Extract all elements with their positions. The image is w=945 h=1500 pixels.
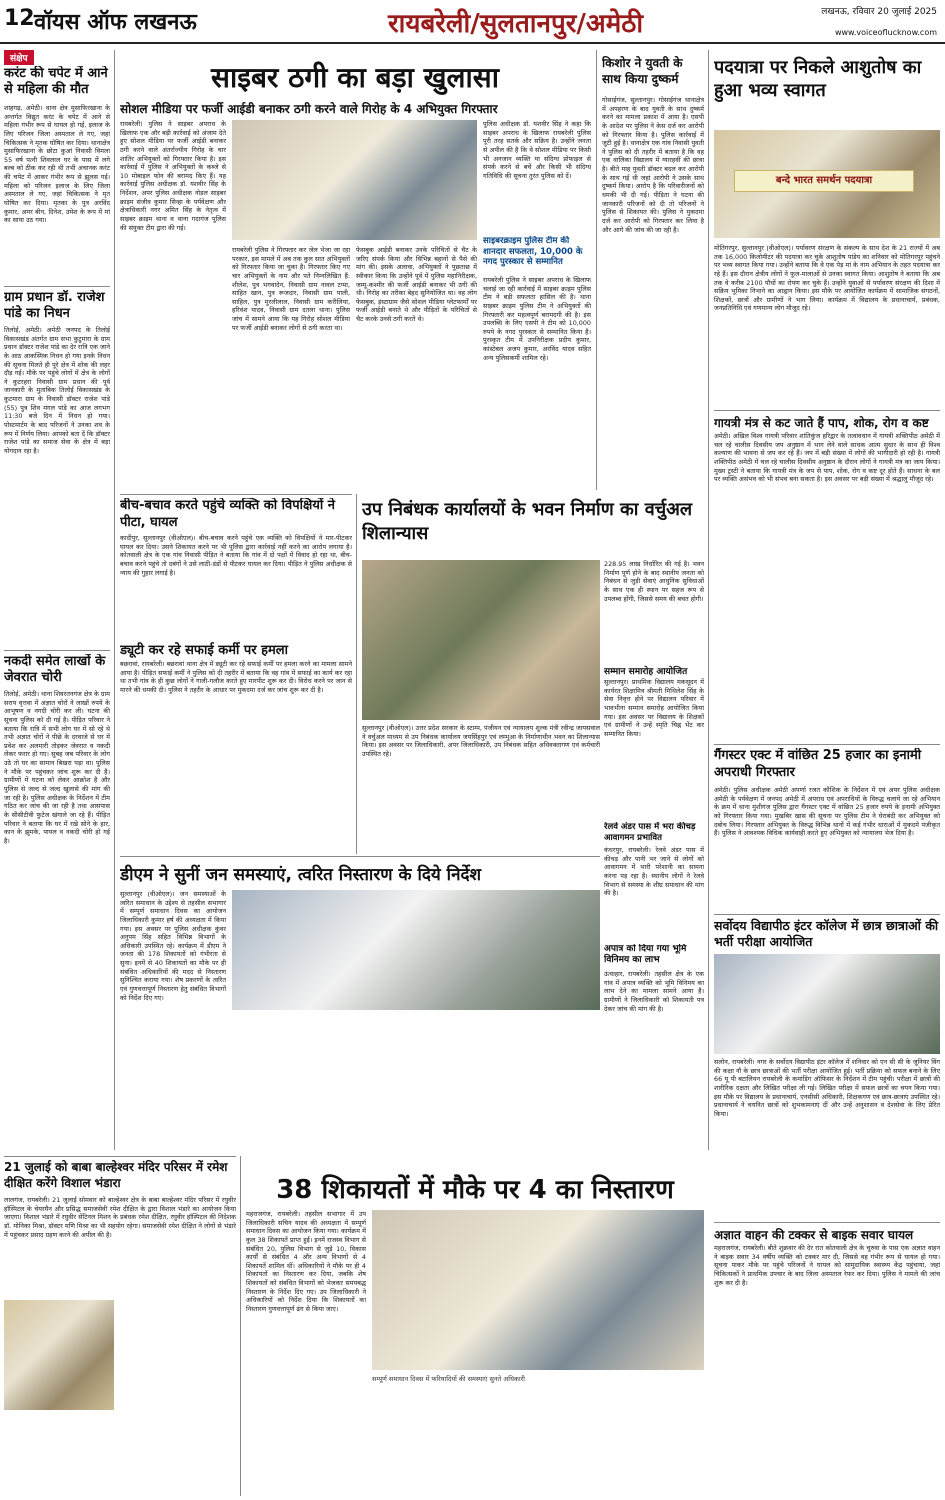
story-chori: तिलोई, अमेठी। थाना शिवरतनगंज क्षेत्र के ग्राम सराय वृत्तवा में अज्ञात चोरों ने लाखों रुपये के आभूषण व नगदी चोरी कर ली। घटना की सूचना पुलिस को दी गई है। पीड़ित परिवार ने बताया कि रात्रि में सभी लोग घर में सो रहे थे तभी अज्ञात चोरों ने पीछे के दरवाजे से घर में प्रवेश कर अलमारी तोड़कर जेवरात व नकदी लेकर फरार हो गए। सुबह जब परिवार के लोग उठे तो घर का सामान बिखरा पड़ा था। पुलिस ने मौके पर पहुंचकर जांच शुरू कर दी है। ग्रामीणों में घटना को लेकर आक्रोश है और पुलिस से जल्द से जल्द खुलासे की मांग की जा रही है। पुलिस अधीक्षक के निर्देशन में टीम गठित कर जांच की जा रही है तथा आसपास के सीसीटीवी फुटेज खंगाले जा रहे हैं। पीड़ित परिवार ने बताया कि घर में रखे सोने के हार, कान के झुमके, पायल व नकदी चोरी हो गई है। bbox=[4, 690, 110, 845]
section-title: रायबरेली/सुलतानपुर/अमेठी bbox=[388, 9, 644, 39]
sankshep-label: संक्षेप bbox=[4, 50, 34, 65]
paper-name: वॉयस ऑफ लखनऊ bbox=[34, 10, 197, 35]
subhead-cyber: सोशल मीडिया पर फर्जी आईडी बनाकर ठगी करने वाले गिरोह के 4 अभियुक्त गिरफ्तार bbox=[120, 102, 498, 116]
story-cyber-3: फेसबुक आईडी बनाकर उनके परिचितों से चैट के जरिए संपर्क किया और विभिन्न बहानों से पैसे की मांग की। इसके अलावा, अभियुक्तों ने पूछताछ में स्वीकार किया कि उन्होंने पूर्व में पुलिस महानिरीक्षक, जम्मू-कश्मीर की फर्जी आईडी बनाकर भी ठगी की थी। गिरोह का तरीका बेहद सुनियोजित था। वह लोग फेसबुक, इंस्टाग्राम जैसे सोशल मीडिया प्लेटफार्मों पर फर्जी आईडी बनाते थे और पीड़ितों के परिचितों से चैट करके उनसे ठगी करते थे। bbox=[356, 246, 477, 324]
story-upnibandhak-2: 228.95 लाख निर्धारित की गई है। भवन निर्माण पूर्ण होने के बाद स्थानीय जनता को निबंधन से जुड़ी सेवाएं आधुनिक सुविधाओं के साथ एक ही स्थान पर सहज रूप से उपलब्ध होंगी, जिससे समय की बचत होगी। bbox=[604, 560, 704, 603]
story-samman: सुल्तानपुर। प्राथमिक विद्यालय मकसूदन में कार्यरत शिक्षामित्र श्रीमती मिथिलेश सिंह के सेवा निवृत्त होने पर विद्यालय परिवार में भावभीना सम्मान समारोह आयोजित किया गया। इस अवसर पर विद्यालय के शिक्षकों एवं ग्रामीणों ने उन्हें स्मृति चिह्न भेंट कर सम्मानित किया। bbox=[604, 678, 704, 738]
police-photo bbox=[232, 120, 477, 240]
story-karant: शाहगढ़, अमेठी। थाना क्षेत्र मुसाफिरखाना के अन्तर्गत विद्युत करंट के चपेट में आने से महिला गंभीर रूप से घायल हो गई, इलाज के लिए परिजन जिला अस्पताल ले गए, जहां चिकित्सक ने मृतक घोषित कर दिया। थानाक्षेत्र मुसाफिरखाना के छोटा कुआं निवासी विमला 55 वर्ष पत्नी शिवलाल घर के पास में लगे बल्ब को ठीक कर रही थी तभी अचानक करंट की चपेट में आकर गंभीर रूप से झुलस गई। महिला को परिजन इलाज के लिए जिला अस्पताल ले गए, जहां चिकित्सक ने मृत घोषित कर दिया। मृतका के पुत्र अरविंद कुमार, अमर बीन, दिनेश, उमेश के रूप में मां का साया उठ गया। bbox=[4, 104, 110, 225]
story-underpass: कंधरपुर, रायबरेली। रेलवे अंडर पास में कीचड़ और पानी भर जाने से लोगों को आवागमन में भारी परेशानी का सामना करना पड़ रहा है। स्थानीय लोगों ने रेलवे विभाग से समस्या के शीघ्र समाधान की मांग की है। bbox=[604, 846, 704, 898]
story-padyatra: मोतिगरपुर, सुल्तानपुर (वीओएल)। पर्यावरण संरक्षण के संकल्प के साथ देश के 21 राज्यों में अब तक 16,000 किलोमीटर की पदयात्रा कर चुके आशुतोष पांडेय का शनिवार को मोतिगरपुर पहुंचने पर भव्य स्वागत किया गया। उन्होंने बताया कि वे एक पेड़ मां के नाम अभियान के तहत पदयात्रा कर रहे हैं। इस दौरान क्षेत्रीय लोगों ने फूल-मालाओं से उनका स्वागत किया। आशुतोष ने बताया कि अब तक वे करीब 2100 पौधों का रोपण कर चुके हैं। उन्होंने युवाओं से पर्यावरण संरक्षण की दिशा में सक्रिय भूमिका निभाने का आह्वान किया। इस मौके पर आयोजित कार्यक्रम में सामाजिक संगठनों, शिक्षकों, छात्रों और ग्रामीणों ने भाग लिया। कार्यक्रम में विद्यालय के प्रधानाचार्य, प्रबंधक, जनप्रतिनिधि एवं गणमान्य लोग मौजूद रहे। bbox=[714, 244, 940, 313]
headline-sarvoday: सर्वोदय विद्यापीठ इंटर कॉलेज में छात्र छात्राओं की भर्ती परीक्षा आयोजित bbox=[714, 918, 939, 950]
samadhan-photo bbox=[372, 1210, 704, 1370]
headline-bachav: बीच-बचाव करते पहुंचे व्यक्ति को विपक्षियों ने पीटा, घायल bbox=[120, 498, 335, 530]
story-gangster: अमेठी। पुलिस अधीक्षक अमेठी अपर्णा रजत कौशिक के निर्देशन में एवं अपर पुलिस अधीक्षक अमेठी के पर्यवेक्षण में जनपद अमेठी में अपराध एवं अपराधियों के विरुद्ध चलाये जा रहे अभियान के क्रम में थाना मुंशीगंज पुलिस द्वारा गैंगस्टर एक्ट में वांछित 25 हजार रुपये के इनामी अभियुक्त को गिरफ्तार किया गया। मुखबिर खास की सूचना पर पुलिस टीम ने घेराबंदी कर अभियुक्त को दबोच लिया। गिरफ्तार अभियुक्त के विरुद्ध विभिन्न थानों में कई गंभीर धाराओं में मुकदमे पंजीकृत हैं। पुलिस ने आवश्यक विधिक कार्यवाही करते हुए अभियुक्त को न्यायालय भेज दिया है। bbox=[714, 786, 940, 838]
page-number: 12 bbox=[4, 6, 35, 31]
divider bbox=[4, 286, 110, 287]
portrait-photo bbox=[4, 1300, 114, 1410]
column-rule bbox=[356, 494, 357, 854]
story-upnibandhak-1: सुल्तानपुर (वीओएल)। उत्तर प्रदेश सरकार के स्टाम्प, पंजीयन एवं न्यायालय शुल्क मंत्री रवीन्द्र जायसवाल ने वर्चुअल माध्यम से उप निबंधक कार्यालय जयसिंहपुर एवं लम्भुआ के निर्माणाधीन भवन का शिलान्यास किया। इस अवसर पर जिलाधिकारी, अपर जिलाधिकारी, उप निबंधक सहित अधिवक्तागण एवं कर्मचारी उपस्थित रहे। bbox=[362, 724, 600, 758]
column-rule bbox=[708, 50, 709, 1150]
headline-karant: करंट की चपेट में आने से महिला की मौत bbox=[4, 66, 108, 98]
story-cyber-1: रायबरेली। पुलिस ने साइबर अपराध के खिलाफ एक और बड़ी कार्रवाई को अंजाम देते हुए सोशल मीडिया पर फर्जी आईडी बनाकर ठगी करने वाले अंतर्राज्यीय गिरोह के चार शातिर अभियुक्तों को गिरफ्तार किया है। इस कार्रवाई में पुलिस ने अभियुक्तों के कब्जे से 10 मोबाइल फोन की बरामद किए हैं। यह कार्रवाई पुलिस अधीक्षक डॉ. यशवीर सिंह के निर्देशन, अपर पुलिस अधीक्षक नोडल साइबर क्राइम संजीव कुमार सिन्हा के पर्यवेक्षण और क्षेत्राधिकारी नगर अमित सिंह के नेतृत्व में साइबर क्राइम थाना व थाना गदागंज पुलिस की संयुक्त टीम द्वारा की गई। bbox=[120, 120, 226, 232]
headline-gangster: गैंगस्टर एक्ट में वांछित 25 हजार का इनामी अपराधी गिरफ्तार bbox=[714, 748, 922, 780]
story-cyber-4: पुलिस अधीक्षक डॉ. यशवीर सिंह ने कहा कि साइबर अपराध के खिलाफ रायबरेली पुलिस पूरी तरह सतर्क और सक्रिय है। उन्होंने जनता से अपील की है कि वे सोशल मीडिया पर किसी भी अनजान व्यक्ति या संदिग्ध प्रोफाइल से संपर्क करने से बचें और किसी भी संदिग्ध गतिविधि की सूचना तुरंत पुलिस को दें। bbox=[483, 120, 591, 180]
story-kishor: गोसाईगंज, सुल्तानपुर। गोसाईगंज थानाक्षेत्र में अपहरण के बाद युवती के साथ दुष्कर्म करने का मामला प्रकाश में आया है। एसपी के आदेश पर पुलिस ने केस दर्ज कर आरोपी को गिरफ्तार किया है। पुलिस कार्रवाई में जुटी हुई है। थानाक्षेत्र एक गांव निवासी युवती ने पुलिस को दी तहरीर में बताया है कि वह एक वालिका विद्यालय में ग्यारहवीं की छात्रा है। बीते माह युवती डॉक्टर बदल कर आरोपी के साथ गई थी जहां आरोपी ने उसके साथ दुष्कर्म किया। आरोप है कि परिवारीजनों को धमकी भी दी गई। पीड़िता ने घटना की जानकारी परिजनों को दी तो परिजनों ने पुलिस से शिकायत की। पुलिस ने मुकदमा दर्ज कर आरोपी को गिरफ्तार कर लिया है और आगे की जांच की जा रही है। bbox=[602, 96, 704, 234]
headline-dm: डीएम ने सुनीं जन समस्याएं, त्वरित निस्तारण के दिये निर्देश bbox=[120, 865, 482, 885]
subhead-apatra: अपात्र को दिया गया भूमि विनिमय का लाभ bbox=[604, 944, 687, 966]
headline-duty: ड्यूटी कर रहे सफाई कर्मी पर हमला bbox=[120, 643, 288, 658]
shilanyas-photo bbox=[362, 560, 600, 720]
headline-padyatra: पदयात्रा पर निकले आशुतोष का हुआ भव्य स्वागत bbox=[714, 57, 922, 102]
headline-38: 38 शिकायतों में मौके पर 4 का निस्तारण bbox=[276, 1175, 674, 1205]
story-sarvoday: सलोन, रायबरेली। नगर के सर्वोदय विद्यापीठ इंटर कॉलेज में शनिवार को एन सी सी के जूनियर विंग की कक्षा नौ के छात्र छात्राओं की भर्ती परीक्षा आयोजित हुई। भर्ती प्रक्रिया को सफल बनाने के लिए 66 यू पी बटालियन रायबरेली के कमांडिंग ऑफिसर के निर्देशन में टीम पहुंची। परीक्षा में छात्रों की शारीरिक दक्षता और लिखित परीक्षा ली गई। लिखित परीक्षा में सफल छात्रों का चयन किया गया। इस मौके पर विद्यालय के प्रधानाचार्य, एनसीसी अधिकारी, शिक्षकगण एवं छात्र-छात्राएं उपस्थित रहे। प्रधानाचार्य ने चयनित छात्रों को शुभकामनाएं दीं और उन्हें अनुशासन व देशसेवा के लिए प्रेरित किया। bbox=[714, 1058, 940, 1118]
divider bbox=[714, 914, 940, 915]
divider bbox=[4, 650, 110, 651]
divider bbox=[120, 856, 600, 857]
story-dm: सुल्तानपुर (वीओएल)। जन समस्याओं के त्वरित समाधान के उद्देश्य से तहसील सभागार में सम्पूर्ण समाधान दिवस का आयोजन जिलाधिकारी कुमार हर्ष की अध्यक्षता में किया गया। इस अवसर पर पुलिस अधीक्षक कुंवर अनुपम सिंह सहित विभिन्न विभागों के अधिकारी उपस्थित रहे। कार्यक्रम में डीएम ने जनता की 178 शिकायतों को गंभीरता से सुना। इनमें से 40 शिकायतों का मौके पर ही संबंधित अधिकारियों की मदद से निस्तारण सुनिश्चित कराया गया। शेष प्रकरणों के त्वरित एवं गुणवत्तापूर्ण निस्तारण हेतु संबंधित विभागों को निर्देश दिए गए। bbox=[120, 890, 226, 1002]
story-pradhan: तिलोई, अमेठी। अमेठी जनपद के तिलोई विकासखंड अंतर्गत ग्राम सभा कुटुमारा के ग्राम प्रधान डॉक्टर राजेश पांडे का देर रात्रि एक जाने के आठ आकस्मिक निधन हो गया इनके निधन की सूचना मिलते ही पूरे क्षेत्र में शोक की लहर दौड़ गई। मौके पर पहुंचे लोगों में क्षेत्र के लोगों ने कुटरहरा निवासी ग्राम प्रधान की पूर्व जानकारी के मुताबिक तिलोई विकासखंड के कुटमारा ग्राम के निवासी डॉक्टर राजेश पांडे (55) पुत्र शिव मंगल पांडे का आज लगभग 11:30 बजे दिन में निधन हो गया। पोस्टमार्टम के बाद परिजनों ने उनका शव के रूप में निर्णय लिया। आपको बता दें कि डॉक्टर राजेश पांडे का समाज सेवा के क्षेत्र में बड़ा योगदान रहा है। bbox=[4, 326, 110, 455]
dm-photo bbox=[232, 890, 600, 1010]
story-apatra: ऊंचाहार, रायबरेली। तहसील क्षेत्र के एक गांव में अपात्र व्यक्ति को भूमि विनिमय का लाभ देने का मामला सामने आया है। ग्रामीणों ने जिलाधिकारी को शिकायती पत्र देकर जांच की मांग की है। bbox=[604, 970, 704, 1013]
dateline: लखनऊ, रविवार 20 जुलाई 2025 bbox=[821, 7, 937, 17]
column-rule bbox=[240, 1156, 241, 1496]
column-rule bbox=[596, 50, 597, 490]
padyatra-photo bbox=[714, 130, 940, 238]
subhead-samman: सम्मान समारोह आयोजित bbox=[604, 667, 688, 677]
headline-pradhan: ग्राम प्रधान डॉ. राजेश पांडे का निधन bbox=[4, 290, 105, 322]
padyatra-banner: बन्दे भारत समर्थन पदयात्रा bbox=[734, 170, 914, 192]
divider bbox=[4, 1156, 236, 1157]
story-gayatri: अमेठी। अखिल विश्व गायत्री परिवार शांतिकुंज हरिद्वार के तत्वावधान में गायत्री शक्तिपीठ अमेठी में चल रहे चालीस दिवसीय जप अनुष्ठान में भाग लेने वाले साधक आत्म सुधार के साथ ही विश्व कल्याण की भावना से जप कर रहे हैं। जप में बड़ी संख्या में लोगों की भागीदारी हो रही है। गायत्री शक्तिपीठ अमेठी में चल रहे चालीस दिवसीय अनुष्ठान के दौरान लोगों ने गायत्री मंत्र का जाप किया। मुख्य ट्रस्टी ने बताया कि गायत्री मंत्र के जप से पाप, शोक, रोग व कष्ट दूर होते हैं। साधना के बल पर व्यक्ति असंभव को भी संभव बना सकता है। इस अवसर पर बड़ी संख्या में श्रद्धालु मौजूद रहे। bbox=[714, 432, 940, 484]
exam-photo bbox=[714, 954, 940, 1054]
subhead-underpass: रेलवे अंडर पास में भरा कीचड़ आवागमन प्रभावित bbox=[604, 822, 696, 843]
story-38: महराजगंज, रायबरेली। तहसील सभागार में उप जिलाधिकारी सचिन यादव की अध्यक्षता में सम्पूर्ण समाधान दिवस का आयोजन किया गया। कार्यक्रम में कुल 38 शिकायतें प्राप्त हुईं। इनमें राजस्व विभाग से संबंधित 20, पुलिस विभाग से जुड़े 10, विकास कार्यों से संबंधित 4 और अन्य विभागों से 4 शिकायतें शामिल थीं। अधिकारियों ने मौके पर ही 4 शिकायतों का निस्तारण कर दिया, जबकि शेष शिकायतों को संबंधित विभागों को भेजकर समयबद्ध निस्तारण के निर्देश दिए गए। उप जिलाधिकारी ने अधिकारियों को निर्देश दिया कि शिकायतों का निस्तारण गुणवत्तापूर्ण ढंग से किया जाए। bbox=[246, 1210, 366, 1314]
story-cyber-5: रायबरेली पुलिस ने साइबर अपराध के खिलाफ चलाई जा रही कार्रवाई में साइबर क्राइम पुलिस टीम ने बड़ी सफलता हासिल की है। थाना साइबर क्राइम पुलिस टीम ने अभियुक्तों की गिरफ्तारी कर महत्वपूर्ण बरामदगी की है। इस उपलब्धि के लिए एसपी ने टीम को 10,000 रुपये के नगद पुरस्कार से सम्मानित किया है। पुरस्कृत टीम में उपनिरीक्षक प्रदीप कुमार, कांस्टेबल अजय कुमार, अरविंद यादव सहित अन्य पुलिसकर्मी शामिल रहे। bbox=[483, 276, 591, 362]
headline-kishor: किशोर ने युवती के साथ किया दुष्कर्म bbox=[602, 56, 683, 86]
headline-chori: नकदी समेत लाखों के जेवरात चोरी bbox=[4, 654, 106, 686]
masthead bbox=[0, 0, 945, 44]
photo-caption: सम्पूर्ण समाधान दिवस में फरियादियों की समस्याएं सुनते अधिकारी bbox=[372, 1375, 525, 1383]
story-accident: महराजगंज, रायबरेली। बीते शुक्रवार की देर रात कोतवाली क्षेत्र के चुरुवा के पास एक अज्ञात वाहन ने बाइक सवार 34 वर्षीय व्यक्ति को टक्कर मार दी, जिससे वह गंभीर रूप से घायल हो गया। सूचना पाकर मौके पर पहुंचे परिजनों ने घायल को सामुदायिक स्वास्थ्य केंद्र पहुंचाया, जहां चिकित्सकों ने प्राथमिक उपचार के बाद जिला अस्पताल रेफर कर दिया। पुलिस ने मामले की जांच शुरू कर दी है। bbox=[714, 1244, 940, 1287]
sidehead-cyber: साइबरक्राइम पुलिस टीम की शानदार सफलता, 10,000 के नगद पुरस्कार से सम्मानित bbox=[483, 236, 583, 268]
headline-bhandara: 21 जुलाई को बाबा बाल्हेश्वर मंदिर परिसर में रमेश दीक्षित करेंगे विशाल भंडारा bbox=[4, 1160, 228, 1190]
headline-cyber: साइबर ठगी का बड़ा खुलासा bbox=[211, 61, 499, 94]
story-duty: बछरावां, रायबरेली। बछरावां थाना क्षेत्र में ड्यूटी कर रहे सफाई कर्मी पर हमला करने का मामला सामने आया है। पीड़ित सफाई कर्मी ने पुलिस को दी तहरीर में बताया कि वह गांव में सफाई का कार्य कर रहा था तभी गांव के ही कुछ लोगों ने गाली-गलौज करते हुए मारपीट शुरू कर दी। विरोध करने पर जान से मारने की धमकी दी। पुलिस ने तहरीर के आधार पर मुकदमा दर्ज कर जांच शुरू कर दी है। bbox=[120, 660, 352, 694]
divider bbox=[714, 1222, 940, 1223]
headline-gayatri: गायत्री मंत्र से कट जाते हैं पाप, शोक, रोग व कष्ट bbox=[714, 416, 929, 430]
divider bbox=[120, 494, 352, 495]
website: www.voiceoflucknow.com bbox=[834, 28, 937, 37]
headline-upnibandhak: उप निबंधक कार्यालयों के भवन निर्माण का वर्चुअल शिलान्यास bbox=[362, 499, 693, 545]
divider bbox=[714, 744, 940, 745]
divider bbox=[714, 410, 940, 411]
story-bachav: कादीपुर, सुल्तानपुर (वीओएल)। बीच-बचाव करने पहुंचे एक व्यक्ति को विपक्षियों ने मार-पीटकर घायल कर दिया। उसने शिकायत करने पर भी पुलिस द्वारा कार्रवाई नहीं करने का आरोप लगाया है। कोतवाली क्षेत्र के एक गांव निवासी पीड़ित ने बताया कि गांव में दो पक्षों में विवाद हो रहा था, बीच-बचाव करने पहुंचे तो दबंगों ने उसे लाठी-डंडों से पीटकर घायल कर दिया। पीड़ित ने पुलिस अधीक्षक से न्याय की गुहार लगाई है। bbox=[120, 534, 352, 577]
story-bhandara: लालगंज, रायबरेली। 21 जुलाई सोमवार को बाल्हेश्वर क्षेत्र के बाबा बाल्हेश्वर मंदिर परिसर में रघुवीर हॉस्पिटल के चेयरमैन और प्रसिद्ध समाजसेवी रमेश दीक्षित के द्वारा विशाल भंडारे का आयोजन किया जाएगा। विशाल भंडारे में रघुवीर सेंटिनल मिशन के प्रबंधक रमेश दीक्षित, रघुवीर हॉस्पिटल की निदेशक डॉ. मोनिका मिश्रा, डॉक्टर मणि मिश्रा का भी सहयोग रहेगा। समाजसेवी रमेश दीक्षित ने लोगों से भंडारे में पहुंचकर प्रसाद ग्रहण करने की अपील की है। bbox=[4, 1196, 236, 1239]
column-rule bbox=[114, 50, 115, 1150]
story-cyber-2: रायबरेली पुलिस ने गिरफ्तार कर जेल भेजा जा रहा परकार, इस मामले में अब तक कुल सात अभियुक्तों को गिरफ्तार किया जा चुका है। गिरफ्तार किए गए चार अभियुक्तों के नाम और पते निम्नलिखित हैं: शीलेश, पुत्र भगवादेन, निवासी ग्राम नावल टप्पा, साहित खान, पुत्र रूजदार, निवासी ग्राम पाली, साहिल, पुत्र मुरलीलाल, निवासी ग्राम करीलिया, हरिवंश यादव, निवासी ग्राम दतला थाना। पुलिस जांच में सामने आया कि यह गिरोह सोशल मीडिया पर फर्जी आईडी बनाकर लोगों से ठगी करता था। bbox=[232, 246, 350, 332]
headline-accident: अज्ञात वाहन की टक्कर से बाइक सवार घायल bbox=[714, 1228, 914, 1242]
